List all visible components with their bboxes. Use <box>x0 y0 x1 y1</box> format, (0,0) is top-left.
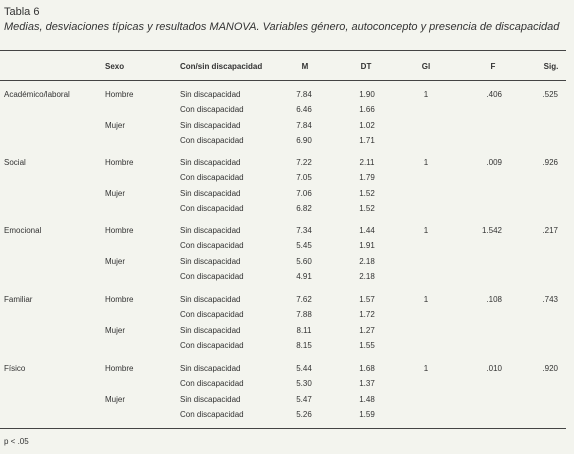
f-value: .406 <box>486 90 502 99</box>
sexo-cell: Mujer <box>105 395 126 404</box>
sig-value: .217 <box>542 226 558 235</box>
dt-value: 1.52 <box>359 189 375 198</box>
condicion-cell: Sin discapacidad <box>180 121 241 130</box>
m-value: 7.88 <box>296 310 312 319</box>
header-f: F <box>490 62 496 71</box>
condicion-cell: Sin discapacidad <box>180 364 241 373</box>
m-value: 6.82 <box>296 204 312 213</box>
header-m: M <box>301 62 309 71</box>
row-variable-label: Emocional <box>4 226 42 235</box>
dt-value: 1.02 <box>359 121 375 130</box>
sexo-cell: Mujer <box>105 189 126 198</box>
bottom-rule <box>0 428 566 429</box>
condicion-cell: Con discapacidad <box>180 204 244 213</box>
condicion-cell: Sin discapacidad <box>180 395 241 404</box>
m-value: 7.05 <box>296 173 312 182</box>
condicion-cell: Con discapacidad <box>180 272 244 281</box>
gl-value: 1 <box>423 295 429 304</box>
dt-value: 1.55 <box>359 341 375 350</box>
m-value: 6.90 <box>296 136 312 145</box>
gl-value: 1 <box>423 90 429 99</box>
sig-value: .743 <box>542 295 558 304</box>
dt-value: 1.68 <box>359 364 375 373</box>
m-value: 5.60 <box>296 257 312 266</box>
dt-value: 1.91 <box>359 241 375 250</box>
m-value: 8.11 <box>296 326 312 335</box>
sexo-cell: Hombre <box>105 90 134 99</box>
sig-value: .926 <box>542 158 558 167</box>
condicion-cell: Sin discapacidad <box>180 326 241 335</box>
dt-value: 1.90 <box>359 90 375 99</box>
sexo-cell: Mujer <box>105 257 126 266</box>
m-value: 5.44 <box>296 364 312 373</box>
dt-value: 1.72 <box>359 310 375 319</box>
condicion-cell: Con discapacidad <box>180 136 244 145</box>
m-value: 5.47 <box>296 395 312 404</box>
header-condicion: Con/sin discapacidad <box>180 62 263 71</box>
condicion-cell: Con discapacidad <box>180 310 244 319</box>
dt-value: 1.27 <box>359 326 375 335</box>
top-rule <box>0 50 566 51</box>
m-value: 6.46 <box>296 105 312 114</box>
gl-value: 1 <box>423 226 429 235</box>
dt-value: 1.66 <box>359 105 375 114</box>
sexo-cell: Hombre <box>105 226 134 235</box>
sexo-cell: Hombre <box>105 364 134 373</box>
condicion-cell: Sin discapacidad <box>180 295 241 304</box>
sig-value: .525 <box>542 90 558 99</box>
sexo-cell: Hombre <box>105 295 134 304</box>
m-value: 5.30 <box>296 379 312 388</box>
table-label: Tabla 6 <box>4 6 40 18</box>
dt-value: 2.18 <box>359 257 375 266</box>
dt-value: 1.59 <box>359 410 375 419</box>
row-variable-label: Familiar <box>4 295 33 304</box>
header-sexo: Sexo <box>105 62 125 71</box>
sexo-cell: Mujer <box>105 121 126 130</box>
condicion-cell: Con discapacidad <box>180 173 244 182</box>
condicion-cell: Sin discapacidad <box>180 158 241 167</box>
row-variable-label: Físico <box>4 364 26 373</box>
dt-value: 1.37 <box>359 379 375 388</box>
header-dt: DT <box>360 62 372 71</box>
condicion-cell: Sin discapacidad <box>180 226 241 235</box>
m-value: 4.91 <box>296 272 312 281</box>
table-footnote: p < .05 <box>4 437 29 446</box>
dt-value: 1.48 <box>359 395 375 404</box>
gl-value: 1 <box>423 364 429 373</box>
sexo-cell: Hombre <box>105 158 134 167</box>
f-value: .009 <box>486 158 502 167</box>
gl-value: 1 <box>423 158 429 167</box>
dt-value: 2.18 <box>359 272 375 281</box>
condicion-cell: Sin discapacidad <box>180 90 241 99</box>
table-caption: Medias, desviaciones típicas y resultados MANOVA. Variables género, autoconcepto y presencia de discapacidad <box>4 21 560 33</box>
condicion-cell: Con discapacidad <box>180 410 244 419</box>
f-value: .108 <box>486 295 502 304</box>
m-value: 7.62 <box>296 295 312 304</box>
dt-value: 1.57 <box>359 295 375 304</box>
row-variable-label: Académico/laboral <box>4 90 70 99</box>
dt-value: 1.71 <box>359 136 375 145</box>
condicion-cell: Sin discapacidad <box>180 257 241 266</box>
m-value: 7.34 <box>296 226 312 235</box>
sexo-cell: Mujer <box>105 326 126 335</box>
m-value: 8.15 <box>296 341 312 350</box>
dt-value: 1.52 <box>359 204 375 213</box>
header-rule <box>0 80 566 81</box>
condicion-cell: Con discapacidad <box>180 105 244 114</box>
condicion-cell: Con discapacidad <box>180 379 244 388</box>
dt-value: 1.44 <box>359 226 375 235</box>
f-value: 1.542 <box>481 226 502 235</box>
dt-value: 1.79 <box>359 173 375 182</box>
m-value: 7.06 <box>296 189 312 198</box>
m-value: 7.84 <box>296 121 312 130</box>
dt-value: 2.11 <box>359 158 375 167</box>
condicion-cell: Sin discapacidad <box>180 189 241 198</box>
condicion-cell: Con discapacidad <box>180 341 244 350</box>
header-sig: Sig. <box>543 62 559 71</box>
row-variable-label: Social <box>4 158 26 167</box>
sig-value: .920 <box>542 364 558 373</box>
m-value: 5.26 <box>296 410 312 419</box>
condicion-cell: Con discapacidad <box>180 241 244 250</box>
m-value: 7.22 <box>296 158 312 167</box>
header-gl: Gl <box>421 62 431 71</box>
m-value: 5.45 <box>296 241 312 250</box>
m-value: 7.84 <box>296 90 312 99</box>
f-value: .010 <box>486 364 502 373</box>
